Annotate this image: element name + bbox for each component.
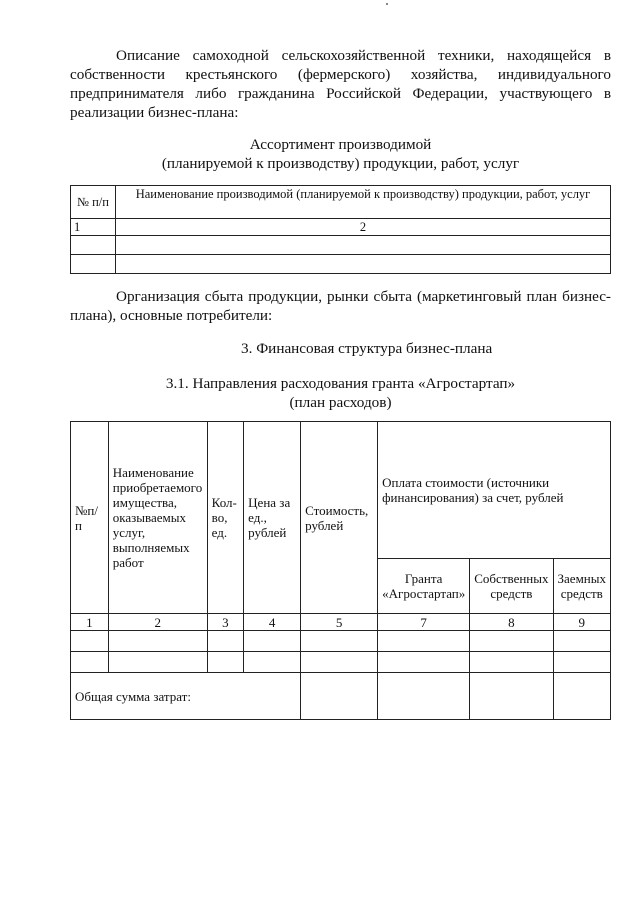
header-qty: Кол-во, ед. <box>207 422 244 614</box>
empty-cell <box>378 631 470 652</box>
total-borrowed-cell <box>553 673 610 720</box>
assortment-table <box>70 185 611 274</box>
table-row <box>71 236 611 255</box>
table-row <box>71 255 611 274</box>
col-number: 4 <box>244 614 301 631</box>
empty-cell <box>301 652 378 673</box>
total-row <box>71 673 611 720</box>
section31-title-line1: 3.1. Направления расходования гранта «Агростартап» <box>165 375 516 392</box>
col-number: 3 <box>207 614 244 631</box>
header-name: Наименование производимой (планируемой к производству) продукции, работ, услуг <box>116 186 611 219</box>
col-number: 9 <box>553 614 610 631</box>
assortment-title-line1: Ассортимент производимой <box>249 136 432 153</box>
empty-cell <box>378 652 470 673</box>
col-number-2: 2 <box>116 219 611 236</box>
empty-cell <box>71 255 116 274</box>
col-number: 8 <box>470 614 553 631</box>
scan-speck <box>386 3 388 5</box>
header-cost: Стоимость, рублей <box>301 422 378 614</box>
header-num: № п/п <box>71 186 116 219</box>
empty-cell <box>108 631 207 652</box>
column-number-row <box>71 614 611 631</box>
total-cost-cell <box>301 673 378 720</box>
empty-cell <box>244 631 301 652</box>
header-grant: Гранта «Агростартап» <box>378 559 470 614</box>
total-label: Общая сумма затрат: <box>71 673 301 720</box>
empty-cell <box>108 652 207 673</box>
empty-cell <box>244 652 301 673</box>
table-row <box>71 631 611 652</box>
header-name: Наименование приобретаемого имущества, оказываемых услуг, выполняемых работ <box>108 422 207 614</box>
total-own-cell <box>470 673 553 720</box>
empty-cell <box>553 652 610 673</box>
expense-plan-table <box>70 421 611 720</box>
empty-cell <box>207 631 244 652</box>
header-own: Собственных средств <box>470 559 553 614</box>
empty-cell <box>71 652 109 673</box>
header-borrowed: Заемных средств <box>553 559 610 614</box>
empty-cell <box>470 652 553 673</box>
empty-cell <box>207 652 244 673</box>
empty-cell <box>116 236 611 255</box>
col-number: 5 <box>301 614 378 631</box>
empty-cell <box>71 236 116 255</box>
table-header-row <box>71 422 611 559</box>
col-number-1: 1 <box>71 219 116 236</box>
table-row <box>71 652 611 673</box>
header-price: Цена за ед., рублей <box>244 422 301 614</box>
empty-cell <box>71 631 109 652</box>
col-number: 7 <box>378 614 470 631</box>
col-number: 1 <box>71 614 109 631</box>
section3-heading: 3. Финансовая структура бизнес-плана <box>241 340 493 357</box>
header-payment: Оплата стоимости (источники финансирования) за счет, рублей <box>378 422 611 559</box>
empty-cell <box>116 255 611 274</box>
empty-cell <box>470 631 553 652</box>
column-number-row <box>71 219 611 236</box>
table-header-row <box>71 186 611 219</box>
empty-cell <box>301 631 378 652</box>
intro-paragraph: Описание самоходной сельскохозяйственной техники, находящейся в собственности крестьянского (фермерского) хозяйства, индивидуального предпринимателя либо гражданина Российской Федерации, участвующего в реализации бизнес-плана: <box>70 47 611 121</box>
sales-paragraph: Организация сбыта продукции, рынки сбыта (маркетинговый план бизнес-плана), основные потребители: <box>70 288 611 324</box>
empty-cell <box>553 631 610 652</box>
section31-title-line2: (план расходов) <box>289 394 392 411</box>
header-num: №п/п <box>71 422 109 614</box>
assortment-title-line2: (планируемой к производству) продукции, работ, услуг <box>161 155 520 172</box>
col-number: 2 <box>108 614 207 631</box>
total-grant-cell <box>378 673 470 720</box>
